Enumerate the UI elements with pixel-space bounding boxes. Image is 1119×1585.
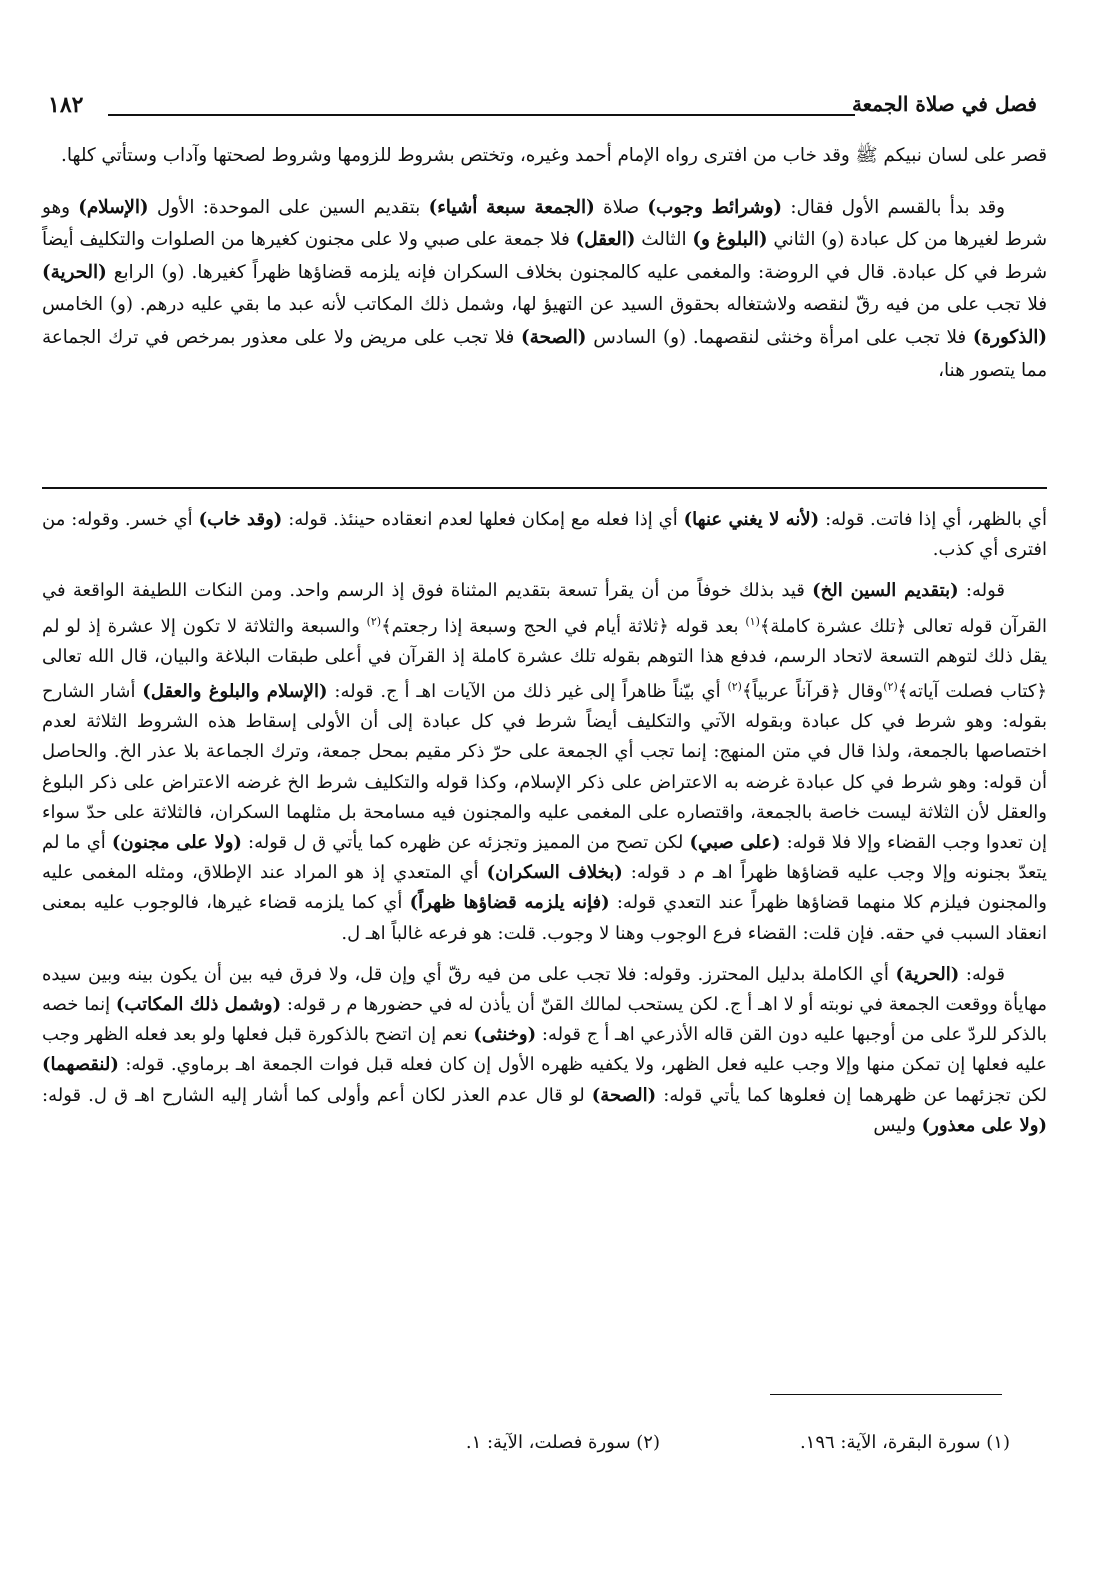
- commentary-paragraph-3: [42, 960, 1047, 1141]
- page-header: [40, 92, 1045, 132]
- main-text: [42, 140, 1047, 387]
- text-run: الثالث: [635, 229, 693, 251]
- text-run: أي ما لم يتعدّ بجنونه وإلا وجب عليه قضاؤها ظهراً اهـ م د قوله:: [42, 832, 1047, 884]
- section-divider: [42, 487, 1047, 489]
- text-run: لكن تصح من المميز وتجزئه عن ظهره كما يأتي ق ل قوله:: [241, 832, 690, 854]
- bold-term: (الصحة): [591, 1084, 657, 1106]
- text-run: صلاة: [594, 196, 648, 218]
- bold-term: (لنقصهما): [42, 1054, 119, 1076]
- main-paragraph-2: [42, 192, 1047, 388]
- text-run: قوله:: [959, 963, 1005, 985]
- bold-term: (ولا على معذور): [921, 1114, 1047, 1136]
- text-run: وقد بدأ بالقسم الأول فقال:: [782, 196, 1005, 218]
- bold-term: (على صبي): [689, 832, 781, 854]
- bold-term: (فإنه يلزمه قضاؤها ظهراً): [409, 892, 610, 914]
- footnote-2: (٢) سورة فصلت، الآية: ١.: [465, 1432, 660, 1453]
- commentary-text: [42, 505, 1047, 1141]
- bold-term: (وقد خاب): [198, 509, 283, 530]
- text-run: أشار الشارح بقوله: وهو شرط في كل عبادة وبقوله الآتي والتكليف أيضاً شرط في كل عبادة إلى أن الأولى إسقاط هذه الشروط الثلاثة لعدم اختصاصها بالجمعة، ولذا قال في متن المنهج: إنما تجب أي الجمعة على حرّ ذكر مقيم بمحل جمعة، وترك الجماعة بلا عذر الخ. والحاصل أن قوله: وهو شرط في كل عبادة غرضه به الاعتراض على ذكر الإسلام، وكذا قوله والتكليف شرط الخ غرضه الاعتراض على ذكر البلوغ والعقل لأن الثلاثة ليست خاصة بالجمعة، واقتصاره على المغمى عليه والمجنون فيه مسامحة بل مثلهما السكران، فالثلاثة على حدّ سواء إن تعدوا وجب القضاء وإلا فلا قوله:: [42, 681, 1048, 854]
- commentary-paragraph-1: [42, 505, 1047, 565]
- bold-term: (الحرية): [895, 963, 960, 985]
- text-run: بتقديم السين على الموحدة: الأول: [148, 196, 429, 218]
- text-run: وهو شرط لغيرها من كل عبادة (و) الثاني: [42, 196, 1047, 251]
- text-run: فلا جمعة على صبي ولا على مجنون كغيرها من الصلوات والتكليف أيضاً شرط في كل عبادة. قال في الروضة: والمغمى عليه كالمجنون بخلاف السكران فإنه يلزمه قضاؤها ظهراً كغيرها. (و) الرابع: [42, 229, 1047, 283]
- text-run: أي بالظهر، أي إذا فاتت. قوله:: [819, 509, 1048, 530]
- text-run: فلا تجب على امرأة وخنثى لنقصهما. (و) السادس: [586, 326, 973, 348]
- text-run: أي المتعدي إذ هو المراد عند الإطلاق، ومثله المغمى عليه والمجنون فيلزم كلا منهما قضاؤها ظهراً عند التعدي قوله:: [42, 862, 1047, 914]
- bold-term: (وشرائط وجوب): [647, 196, 783, 218]
- text-run: إنما خصه بالذكر للردّ على من أوجبها عليه دون القن قاله الأذرعي اهـ أ ج قوله:: [42, 994, 1047, 1046]
- text-run: وليس: [873, 1114, 922, 1136]
- text-run: أي بيّناً ظاهراً إلى غير ذلك من الآيات اهـ أ ج. قوله:: [327, 681, 728, 703]
- footnotes: [60, 1432, 1010, 1462]
- text-run: أي كما يلزمه قضاء غيرها، فالوجوب عليه بمعنى انعقاد السبب في حقه. فإن قلت: القضاء فرع الوجوب وهنا لا وجوب. قلت: هو فرعه غالباً اهـ ل.: [42, 892, 1047, 944]
- text-run: قيد بذلك خوفاً من أن يقرأ تسعة بتقديم المثناة فوق إذ الرسم واحد. ومن النكات اللطيفة الواقعة في القرآن قوله تعالى ﴿تلك عشرة كاملة﴾: [42, 580, 1047, 637]
- bold-term: (البلوغ و): [692, 229, 768, 251]
- footnote-ref: (٢): [883, 680, 898, 694]
- text-run: أي خسر. وقوله: من افترى أي كذب.: [42, 509, 1047, 561]
- header-rule: [108, 114, 855, 116]
- text-run: والسبعة والثلاثة لا تكون إلا عشرة إذ لو لم يقل ذلك لتوهم التسعة لاتحاد الرسم، فدفع هذا التوهم بقوله تلك عشرة كاملة إذ القرآن في أعلى طبقات البلاغة والبيان، قال الله تعالى ﴿كتاب فصلت آياته﴾: [42, 615, 1047, 703]
- bold-term: (الجمعة سبعة أشياء): [428, 196, 595, 218]
- bold-term: (بتقديم السين الخ): [812, 580, 959, 602]
- text-run: نعم إن اتضح بالذكورة قبل فعلها ولو بعد فعله الظهر وجب عليه فعلها إن تمكن منها وإلا وجب عليه فعل الظهر، ولا يكفيه ظهره الأول إن كان فعله قبل فوات الجمعة اهـ برماوي. قوله:: [42, 1024, 1047, 1076]
- text-run: أي الكاملة بدليل المحترز. وقوله: فلا تجب على من فيه رقّ أي وإن قل، ولا فرق فيه بين أن يكون بينه وبين سيده مهايأة ووقعت الجمعة في نوبته أو لا اهـ أ ج. لكن يستحب لمالك القنّ أن يأذن له في حضورها م ر قوله:: [42, 963, 1047, 1016]
- main-paragraph-1: [42, 140, 1047, 173]
- bold-term: (ولا على مجنون): [111, 832, 242, 854]
- footnote-rule: [770, 1394, 1002, 1395]
- bold-term: (وخنثى): [473, 1024, 537, 1046]
- text-run: قوله:: [958, 580, 1005, 602]
- main-paragraph-1-text: قصر على لسان نبيكم ﷺ وقد خاب من افترى رواه الإمام أحمد وغيره، وتختص بشروط للزومها وشروط لصحتها وآداب وستأتي كلها.: [61, 145, 1047, 166]
- footnote-1: (١) سورة البقرة، الآية: ١٩٦.: [799, 1432, 1010, 1453]
- text-run: لو قال عدم العذر لكان أعم وأولى كما أشار إليه الشارح اهـ ق ل. قوله:: [42, 1084, 592, 1106]
- bold-term: (وشمل ذلك المكاتب): [115, 994, 282, 1016]
- footnote-ref: (٢): [727, 680, 742, 694]
- text-run: فلا تجب على من فيه رقّ لنقصه ولاشتغاله بحقوق السيد عن التهيؤ لها، وشمل ذلك المكاتب لأنه عبد ما بقي عليه درهم. (و) الخامس: [42, 294, 1047, 316]
- bold-term: (الذكورة): [972, 326, 1048, 348]
- commentary-paragraph-2: [42, 576, 1047, 948]
- text-run: بعد قوله ﴿ثلاثة أيام في الحج وسبعة إذا رجعتم﴾: [381, 615, 746, 637]
- text-run: لكن تجزئهما عن ظهرهما إن فعلوها كما يأتي قوله:: [656, 1084, 1047, 1106]
- text-run: وقال ﴿قرآناً عربياً﴾: [741, 681, 884, 703]
- bold-term: (الإسلام والبلوغ والعقل): [142, 681, 328, 703]
- bold-term: (العقل): [575, 229, 636, 251]
- bold-term: (لأنه لا يغني عنها): [683, 509, 820, 530]
- bold-term: (الإسلام): [78, 196, 149, 218]
- bold-term: (الحرية): [42, 261, 107, 283]
- page-number: ١٨٢: [48, 92, 84, 118]
- text-run: أي إذا فعله مع إمكان فعلها لعدم انعقاده حينئذ. قوله:: [282, 509, 684, 530]
- bold-term: (الصحة): [521, 326, 587, 348]
- running-title: فصل في صلاة الجمعة: [851, 92, 1037, 116]
- text-run: فلا تجب على مريض ولا على معذور بمرخص في ترك الجماعة مما يتصور هنا،: [42, 326, 1047, 381]
- footnote-ref: (٢): [366, 614, 382, 628]
- footnote-ref: (١): [745, 614, 760, 628]
- bold-term: (بخلاف السكران): [486, 862, 623, 884]
